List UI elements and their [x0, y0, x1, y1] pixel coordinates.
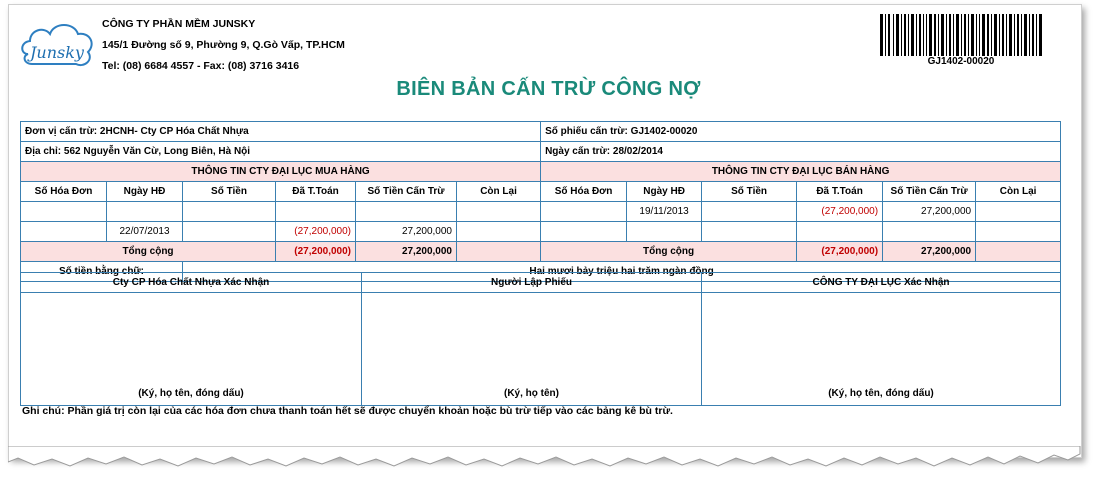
buy-total-paid: (27,200,000) — [276, 242, 356, 262]
sell-total-label: Tổng cộng — [541, 242, 797, 262]
col-header: Số Tiền Cấn Trừ — [883, 182, 976, 202]
sell-offset — [883, 222, 976, 242]
signature-table — [20, 272, 1061, 406]
sell-paid — [797, 222, 883, 242]
buy-total-offset: 27,200,000 — [356, 242, 457, 262]
info-row-2 — [21, 142, 1061, 162]
torn-edge — [8, 446, 1088, 476]
table-row — [21, 202, 1061, 222]
col-header: Ngày HĐ — [107, 182, 183, 202]
amount-words-value: Hai mươi bảy triệu hai trăm ngàn đồng — [183, 262, 1061, 282]
buy-offset — [356, 202, 457, 222]
svg-text:Junsky: Junsky — [30, 43, 84, 62]
buy-total-remaining — [457, 242, 541, 262]
signature-box-seller: (Ký, họ tên, đóng dấu) — [702, 293, 1061, 406]
buy-date: 22/07/2013 — [107, 222, 183, 242]
buy-amount — [183, 222, 276, 242]
col-header: Ngày HĐ — [627, 182, 702, 202]
buy-section-header: THÔNG TIN CTY ĐẠI LỤC MUA HÀNG — [21, 162, 541, 182]
unit-info: Đơn vị cấn trừ: 2HCNH- Cty CP Hóa Chất Nhựa — [21, 122, 541, 142]
address-info: Địa chỉ: 562 Nguyễn Văn Cừ, Long Biên, Hà Nội — [21, 142, 541, 162]
sell-total-offset: 27,200,000 — [883, 242, 976, 262]
signature-box-buyer: (Ký, họ tên, đóng dấu) — [21, 293, 362, 406]
section-header-row — [21, 162, 1061, 182]
document-title: BIÊN BẢN CẤN TRỪ CÔNG NỢ — [396, 78, 701, 100]
signature-box-row — [21, 293, 1061, 406]
company-phone: Tel: (08) 6684 4557 - Fax: (08) 3716 3416 — [102, 60, 300, 72]
company-info — [102, 14, 345, 77]
col-header: Còn Lại — [457, 182, 541, 202]
buy-amount — [183, 202, 276, 222]
col-header: Đã T.Toán — [276, 182, 356, 202]
company-address: 145/1 Đường số 9, Phường 9, Q.Gò Vấp, TP.HCM — [102, 39, 345, 51]
sell-date: 19/11/2013 — [627, 202, 702, 222]
buy-offset: 27,200,000 — [356, 222, 457, 242]
barcode-number: GJ1402-00020 — [927, 56, 995, 67]
amount-words-label: Số tiền bằng chữ: — [21, 262, 183, 282]
table-row — [21, 222, 1061, 242]
sell-section-header: THÔNG TIN CTY ĐẠI LỤC BÁN HÀNG — [541, 162, 1061, 182]
col-header: Số Tiền — [183, 182, 276, 202]
sell-invoice — [541, 222, 627, 242]
footnote: Ghi chú: Phần giá trị còn lại của các hóa đơn chưa thanh toán hết sẽ được chuyển khoản hoặc bù trừ tiếp vào các bảng kê bù trừ. — [22, 405, 673, 417]
junsky-logo — [18, 14, 98, 74]
sell-total-paid: (27,200,000) — [797, 242, 883, 262]
barcode — [876, 14, 1046, 56]
buy-invoice — [21, 222, 107, 242]
col-header: Số Hóa Đơn — [541, 182, 627, 202]
offset-date: Ngày cấn trừ: 28/02/2014 — [541, 142, 1061, 162]
info-row-1 — [21, 122, 1061, 142]
buy-remaining — [457, 222, 541, 242]
sell-invoice — [541, 202, 627, 222]
voucher-number: Số phiếu cấn trừ: GJ1402-00020 — [541, 122, 1061, 142]
buy-paid: (27,200,000) — [276, 222, 356, 242]
sell-remaining — [976, 222, 1061, 242]
sell-paid: (27,200,000) — [797, 202, 883, 222]
buy-total-label: Tổng cộng — [21, 242, 276, 262]
col-header: Còn Lại — [976, 182, 1061, 202]
sell-remaining — [976, 202, 1061, 222]
buy-invoice — [21, 202, 107, 222]
sell-offset: 27,200,000 — [883, 202, 976, 222]
buy-paid — [276, 202, 356, 222]
sell-amount — [702, 222, 797, 242]
col-header: Số Hóa Đơn — [21, 182, 107, 202]
company-name: CÔNG TY PHẦN MỀM JUNSKY — [102, 18, 256, 30]
sell-date — [627, 222, 702, 242]
offset-table — [20, 121, 1061, 282]
column-header-row — [21, 182, 1061, 202]
signature-title-seller: CÔNG TY ĐẠI LỤC Xác Nhận — [702, 273, 1061, 293]
signature-title-preparer: Người Lập Phiếu — [362, 273, 702, 293]
totals-row — [21, 242, 1061, 262]
buy-date — [107, 202, 183, 222]
sell-amount — [702, 202, 797, 222]
signature-title-buyer: Cty CP Hóa Chất Nhựa Xác Nhận — [21, 273, 362, 293]
col-header: Số Tiền — [702, 182, 797, 202]
buy-remaining — [457, 202, 541, 222]
signature-header-row — [21, 273, 1061, 293]
sell-total-remaining — [976, 242, 1061, 262]
col-header: Số Tiền Cấn Trừ — [356, 182, 457, 202]
col-header: Đã T.Toán — [797, 182, 883, 202]
signature-box-preparer: (Ký, họ tên) — [362, 293, 702, 406]
